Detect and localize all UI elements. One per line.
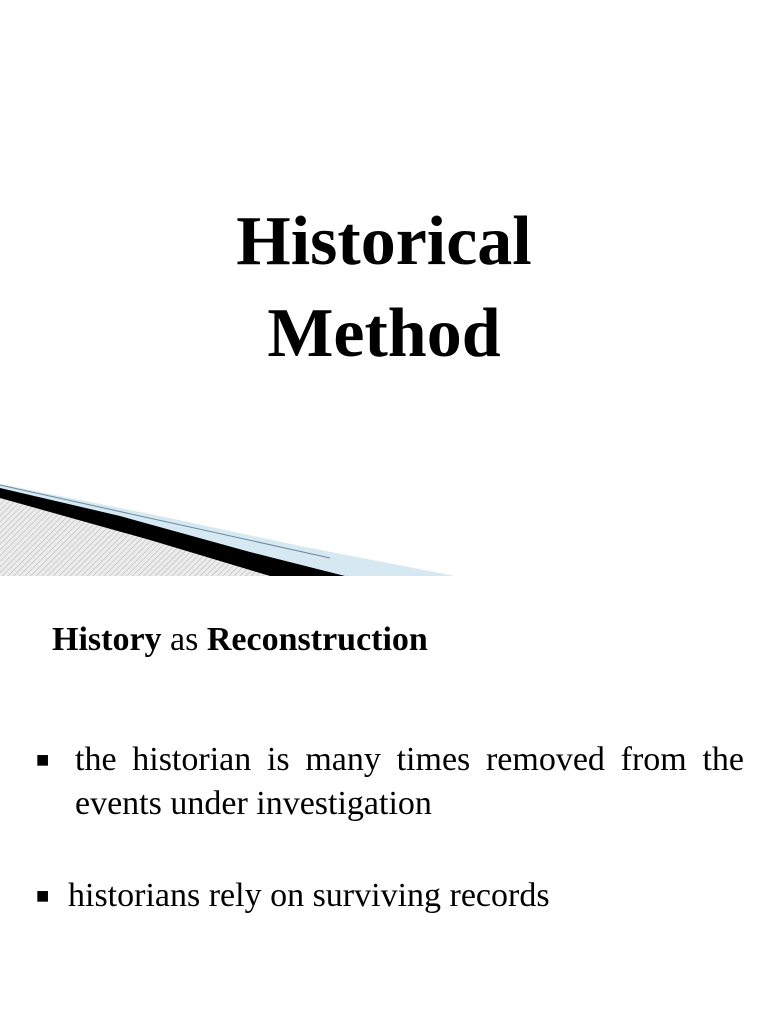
decorative-swoosh — [0, 476, 460, 576]
bullet-text: historians rely on surviving records — [68, 877, 550, 914]
subtitle-history: History — [52, 621, 162, 658]
slide-title — [0, 196, 768, 380]
subtitle-as: as — [161, 621, 207, 658]
subtitle-reconstruction: Reconstruction — [206, 621, 428, 658]
title-line-2: Method — [267, 295, 501, 372]
bullet-square-icon: ■ — [36, 883, 50, 908]
bullet-item — [36, 738, 744, 826]
title-line-1: Historical — [236, 203, 532, 280]
content-slide — [0, 576, 768, 1024]
bullet-item — [36, 874, 744, 918]
slide-subtitle — [52, 618, 428, 662]
bullet-text: the historian is many times removed from the events under investigation — [75, 741, 744, 822]
bullet-square-icon: ■ — [36, 747, 50, 772]
